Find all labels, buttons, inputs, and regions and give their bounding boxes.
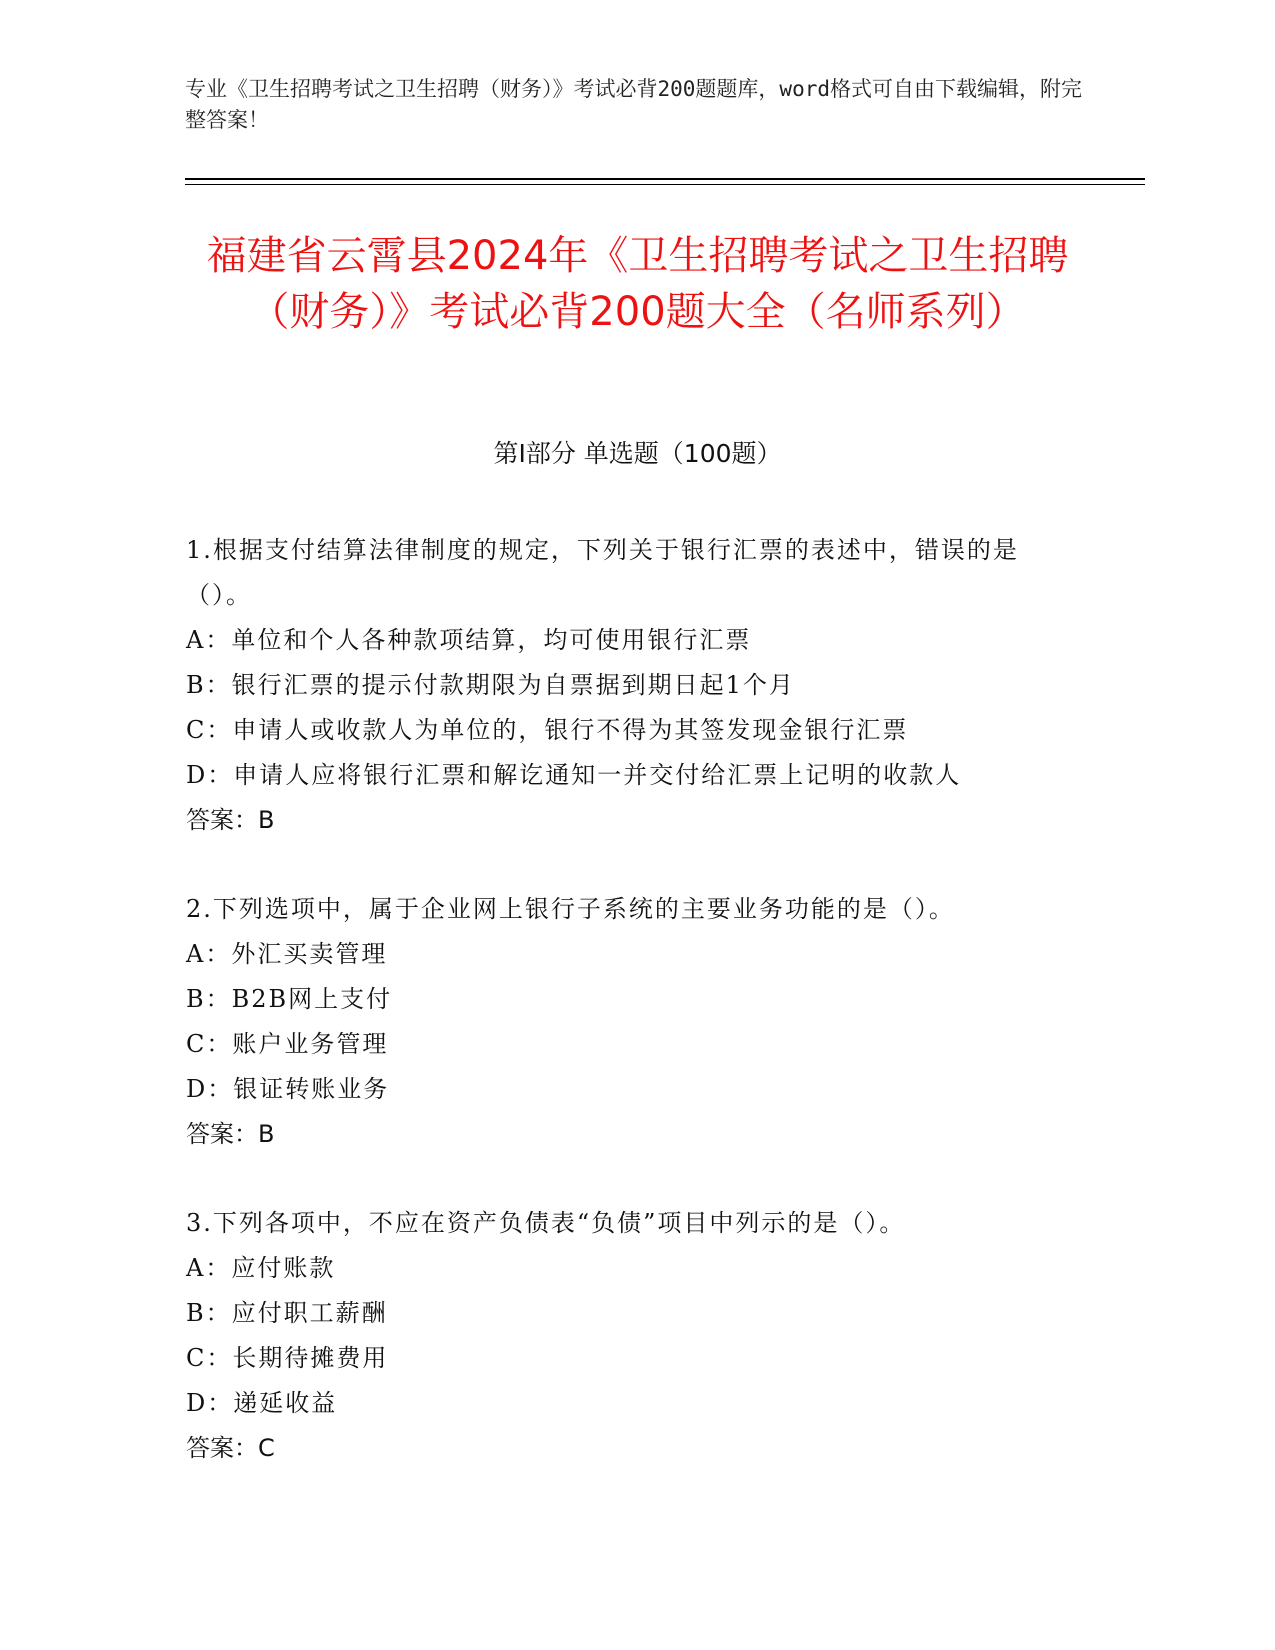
question-list (186, 528, 1076, 1515)
question-option-c: C：长期待摊费用 (186, 1344, 389, 1372)
question-answer: 答案：C (186, 1434, 275, 1462)
question-option-a: A：应付账款 (186, 1254, 336, 1282)
question-option-d: D：银证转账业务 (186, 1075, 390, 1103)
question-option-a: A：单位和个人各种款项结算，均可使用银行汇票 (186, 626, 752, 654)
header-rule-thick (185, 178, 1145, 180)
question-item (186, 528, 1076, 843)
question-stem: 3.下列各项中，不应在资产负债表“负债”项目中列示的是（）。 (186, 1209, 906, 1237)
header-note: 专业《卫生招聘考试之卫生招聘（财务）》考试必背200题题库，word格式可自由下载编辑，附完整答案！ (185, 77, 1082, 132)
question-option-d: D：申请人应将银行汇票和解讫通知一并交付给汇票上记明的收款人 (186, 761, 962, 789)
question-answer: 答案：B (186, 1120, 275, 1148)
question-option-b: B：应付职工薪酬 (186, 1299, 388, 1327)
question-option-b: B：B2B网上支付 (186, 985, 393, 1013)
question-answer: 答案：B (186, 806, 275, 834)
question-option-b: B：银行汇票的提示付款期限为自票据到期日起1个月 (186, 671, 795, 699)
question-option-d: D：递延收益 (186, 1389, 338, 1417)
question-option-c: C：申请人或收款人为单位的，银行不得为其签发现金银行汇票 (186, 716, 909, 744)
question-option-c: C：账户业务管理 (186, 1030, 389, 1058)
question-stem: 1.根据支付结算法律制度的规定，下列关于银行汇票的表述中，错误的是（）。 (186, 536, 1019, 609)
header-rule-thin (185, 184, 1145, 185)
question-item (186, 1201, 1076, 1471)
document-title: 福建省云霄县2024年《卫生招聘考试之卫生招聘（财务）》考试必背200题大全（名师系列） (206, 233, 1069, 335)
question-item (186, 887, 1076, 1157)
question-option-a: A：外汇买卖管理 (186, 940, 388, 968)
section-title: 第Ⅰ部分 单选题（100题） (493, 439, 782, 468)
question-stem: 2.下列选项中，属于企业网上银行子系统的主要业务功能的是（）。 (186, 895, 955, 923)
